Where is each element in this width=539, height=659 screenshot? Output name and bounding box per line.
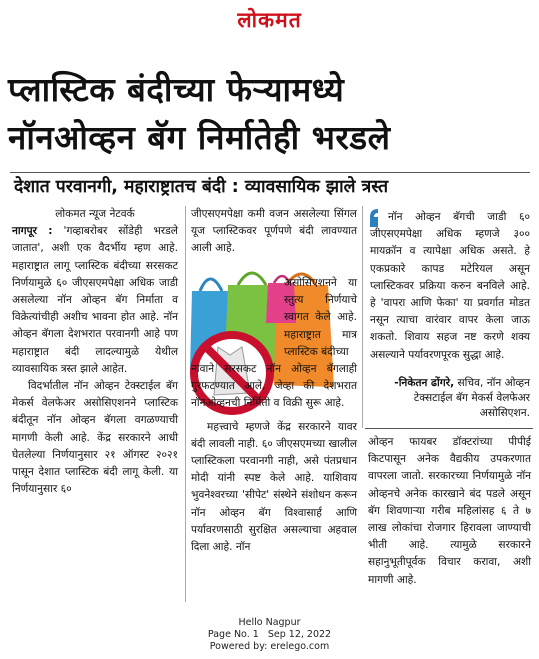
footer-date: Sep 12, 2022 xyxy=(267,629,332,640)
article-paragraph-6: महत्त्वाचे म्हणजे केंद्र सरकारने यावर बंदी लावली नाही. ६० जीएसएमच्या खालील प्लास्टिकला परवानगी नाही, असे पंतप्रधान मोदी यांनी स्पष्ट केले आहे. याशिवाय भुवनेश्वरच्या 'सीपेट' संस्थेने संशोधन करून नॉन ओव्हन बॅग विश्वासार्ह आणि पर्यावरणसाठी सुरक्षित असल्याचा अहवाल दिला आहे. नॉन xyxy=(191,420,357,554)
page-footer xyxy=(0,617,539,653)
pull-quote-body: नॉन ओव्हन बॅगची जाडी ६० जीएसएमपेक्षा अधिक म्हणजे ३०० मायक्रॉन व त्यापेक्षा अधिक असते. हे एकप्रकारे कापड मटेरियल असून प्लास्टिकवर प्रक्रिया करुन बनविले आहे. हे 'वापरा आणि फेका' या प्रवर्गात मोडत नसून त्याचा वारंवार वापर केला जाऊ शकतो. शिवाय सहज नष्ट करणे शक्य असल्याने पर्यावरणपूरक सुद्धा आहे. xyxy=(370,211,530,361)
subheadline: देशात परवानगी, महाराष्ट्रातच बंदी : व्यावसायिक झाले त्रस्त xyxy=(14,177,389,197)
masthead-logo-text: लोकमत xyxy=(237,7,302,32)
article-paragraph-3: जीएसएमपेक्षा कमी वजन असलेल्या सिंगल यूज प्लास्टिकवर पूर्णपणे बंदी लावण्यात आली आहे. xyxy=(191,208,357,255)
article-column-2-top xyxy=(191,206,357,258)
article-paragraph-1-text: 'गव्हाबरोबर सोंडेही भरडले जातात', अशी एक वैदर्भीय म्हण आहे. महाराष्ट्रात लागू प्लास्टिक बंदीच्या सरसकट निर्णयामुळे ६० जीएसएमपेक्षा अधिक जाडी असलेल्या नॉन ओव्हन बॅग निर्माता व विक्रेत्यांचीही अशीच भावना होत आहे. नॉन ओव्हन बॅगला देशभरात परवानगी आहे पण महाराष्ट्रात बंदी लादल्यामुळे येथील व्यावसायिक त्रस्त झाले आहेत. xyxy=(12,225,178,375)
headline-divider xyxy=(10,172,530,173)
article-paragraph-1 xyxy=(12,223,178,378)
article-paragraph-5: नावाने सरसकट नॉन ओव्हन बॅगलाही गुरफटण्यात आले, जेव्हा की देशभरात नॉनओव्हनची निर्मिती व विक्री सुरू आहे. xyxy=(191,363,357,410)
pull-quote-attribution xyxy=(370,376,530,421)
newspaper-masthead xyxy=(0,6,539,34)
headline xyxy=(8,66,533,162)
quote-author-name: -निकेतन ढोंगरे, xyxy=(394,377,455,389)
quote-box-divider xyxy=(365,428,533,429)
headline-line-2: नॉनओव्हन बॅग निर्मातेही भरडले xyxy=(8,118,391,157)
article-paragraph-4: असोसिएशनने या स्तुत्य निर्णयाचे स्वागत केले आहे. महाराष्ट्रात मात्र प्लास्टिक बंदीच्या xyxy=(284,277,357,358)
column-divider-2 xyxy=(362,206,363,428)
article-column-1 xyxy=(12,206,178,498)
footer-page-info xyxy=(0,629,539,641)
article-column-3 xyxy=(368,434,531,589)
column-divider-1 xyxy=(185,206,186,602)
article-paragraph-7: ओव्हन फायबर डॉक्टरांच्या पीपीई किटपासून अनेक वैद्यकीय उपकरणात वापरला जातो. सरकारच्या निर्णयामुळे नॉन ओव्हनचे अनेक कारखाने बंद पडले असून बॅग शिवणाऱ्या गरीब महिलांसह ६ ते ७ लाख लोकांचा रोजगार हिरावला जाण्याची भीती आहे. त्यामुळे सरकारने सहानुभूतीपूर्वक विचार करावा, अशी मागणी आहे. xyxy=(368,436,531,586)
byline: लोकमत न्यूज नेटवर्क xyxy=(55,208,135,220)
footer-powered-by: Powered by: erelego.com xyxy=(209,641,330,652)
article-paragraph-2: विदर्भातील नॉन ओव्हन टेक्स्टाईल बॅग मेकर्स वेलफेअर असोसिएशनने प्लास्टिक बंदीतून नॉन ओव्हन बॅगला वगळण्याची मागणी केली आहे. केंद्र सरकारने आधी घेतलेल्या निर्णयानुसार २१ ऑगस्ट २०२१ पासून देशात प्लास्टिक बंदी लागू केली. या निर्णयानुसार ६० xyxy=(12,380,178,496)
dateline: नागपूर : xyxy=(12,225,53,238)
pull-quote-text xyxy=(370,209,530,364)
footer-edition: Hello Nagpur xyxy=(238,617,301,628)
footer-page-number: Page No. 1 xyxy=(207,629,259,640)
article-column-2-wrap xyxy=(284,275,357,361)
quote-author-role: सचिव, नॉन ओव्हन टेक्सटाईल बॅग मेकर्स वेलफेअर असोसिएशन. xyxy=(413,377,530,419)
article-column-2-bottom xyxy=(191,361,357,556)
headline-line-1: प्लास्टिक बंदीच्या फेऱ्यामध्ये xyxy=(8,70,345,109)
